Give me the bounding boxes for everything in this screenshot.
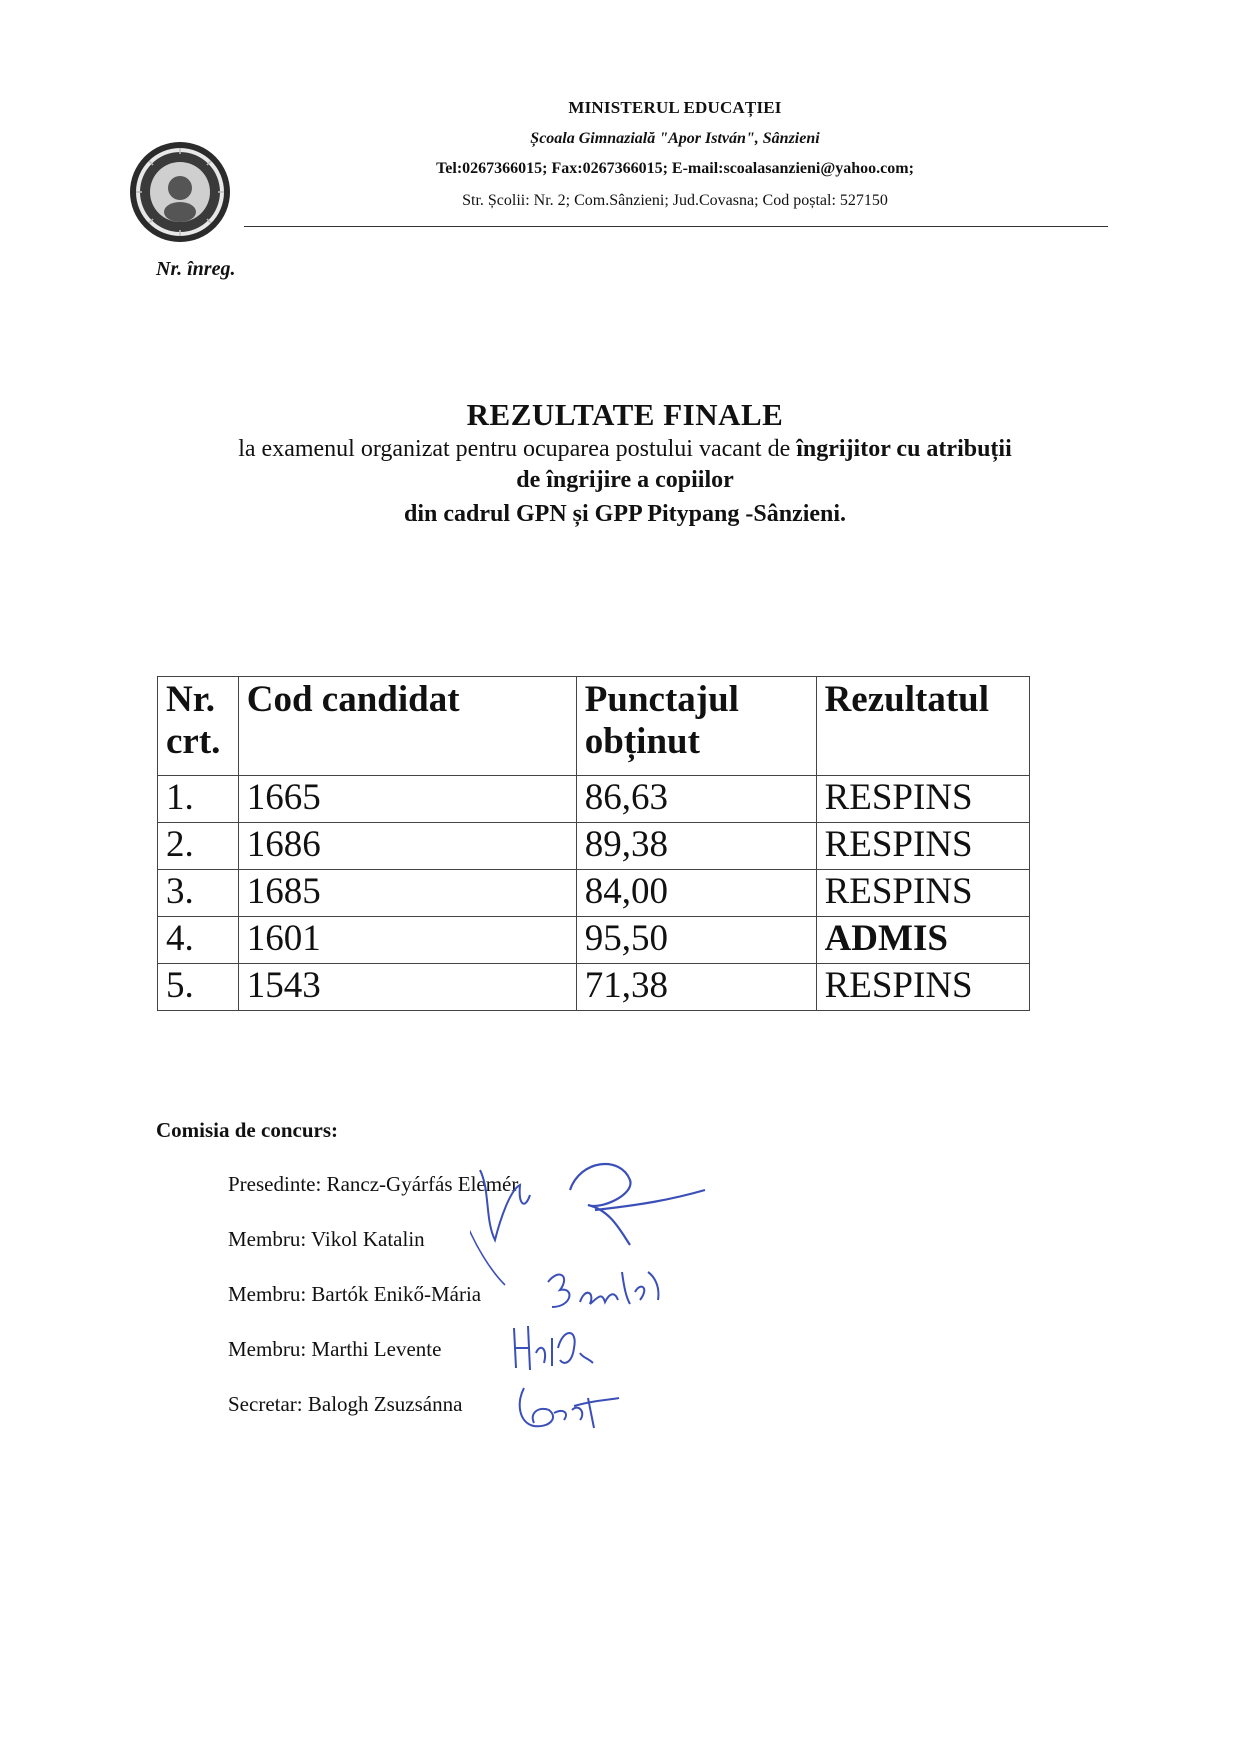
candidate-code: 1543 bbox=[238, 964, 576, 1011]
header-punctaj: Punctajul obținut bbox=[576, 677, 816, 776]
candidate-result: ADMIS bbox=[816, 917, 1029, 964]
committee-president: Presedinte: Rancz-Gyárfás Elemér bbox=[228, 1172, 519, 1196]
committee-member: Membru: Bartók Enikő-Mária bbox=[228, 1282, 482, 1306]
table-row bbox=[158, 870, 1030, 917]
candidate-code: 1685 bbox=[238, 870, 576, 917]
signature-balogh bbox=[514, 1378, 624, 1438]
school-seal-logo bbox=[128, 140, 232, 244]
header-cod-candidat: Cod candidat bbox=[238, 677, 576, 776]
candidate-result: RESPINS bbox=[816, 776, 1029, 823]
candidate-code: 1686 bbox=[238, 823, 576, 870]
signature-bartok bbox=[540, 1262, 680, 1322]
document-title: REZULTATE FINALE bbox=[466, 397, 784, 432]
header-rezultat: Rezultatul bbox=[816, 677, 1029, 776]
table-row bbox=[158, 823, 1030, 870]
candidate-score: 71,38 bbox=[576, 964, 816, 1011]
candidate-result: RESPINS bbox=[816, 964, 1029, 1011]
row-number: 4. bbox=[158, 917, 239, 964]
ministry-name: MINISTERUL EDUCAȚIEI bbox=[568, 98, 782, 117]
row-number: 2. bbox=[158, 823, 239, 870]
candidate-result: RESPINS bbox=[816, 870, 1029, 917]
committee-secretary: Secretar: Balogh Zsuzsánna bbox=[228, 1392, 463, 1416]
candidate-score: 95,50 bbox=[576, 917, 816, 964]
school-name: Școala Gimnazială "Apor István", Sânzieni bbox=[530, 130, 820, 147]
school-contact: Tel:0267366015; Fax:0267366015; E-mail:scoalasanzieni@yahoo.com; bbox=[436, 160, 914, 177]
title-line-1 bbox=[140, 436, 1110, 463]
candidate-code: 1665 bbox=[238, 776, 576, 823]
table-header-row bbox=[158, 677, 1030, 776]
header-nr-crt: Nr. crt. bbox=[158, 677, 239, 776]
candidate-score: 86,63 bbox=[576, 776, 816, 823]
table-row bbox=[158, 776, 1030, 823]
row-number: 1. bbox=[158, 776, 239, 823]
candidate-code: 1601 bbox=[238, 917, 576, 964]
candidate-score: 84,00 bbox=[576, 870, 816, 917]
committee-member: Membru: Vikol Katalin bbox=[228, 1227, 425, 1251]
candidate-result: RESPINS bbox=[816, 823, 1029, 870]
committee-title: Comisia de concurs: bbox=[156, 1118, 338, 1142]
results-table bbox=[157, 676, 1030, 1011]
row-number: 3. bbox=[158, 870, 239, 917]
table-row bbox=[158, 917, 1030, 964]
header-divider bbox=[244, 226, 1108, 227]
candidate-score: 89,38 bbox=[576, 823, 816, 870]
title-line-2: de îngrijire a copiilor bbox=[516, 467, 734, 493]
title-line-1-bold: îngrijitor cu atribuții bbox=[796, 436, 1012, 462]
title-line-3: din cadrul GPN și GPP Pitypang -Sânzieni. bbox=[403, 501, 847, 527]
registration-number-label: Nr. înreg. bbox=[156, 258, 236, 280]
committee-member: Membru: Marthi Levente bbox=[228, 1337, 442, 1361]
table-row bbox=[158, 964, 1030, 1011]
title-line-1-prefix: la examenul organizat pentru ocuparea postului vacant de bbox=[238, 436, 797, 462]
row-number: 5. bbox=[158, 964, 239, 1011]
signature-marthi bbox=[508, 1318, 608, 1378]
school-address: Str. Școlii: Nr. 2; Com.Sânzieni; Jud.Covasna; Cod poștal: 527150 bbox=[462, 192, 888, 209]
